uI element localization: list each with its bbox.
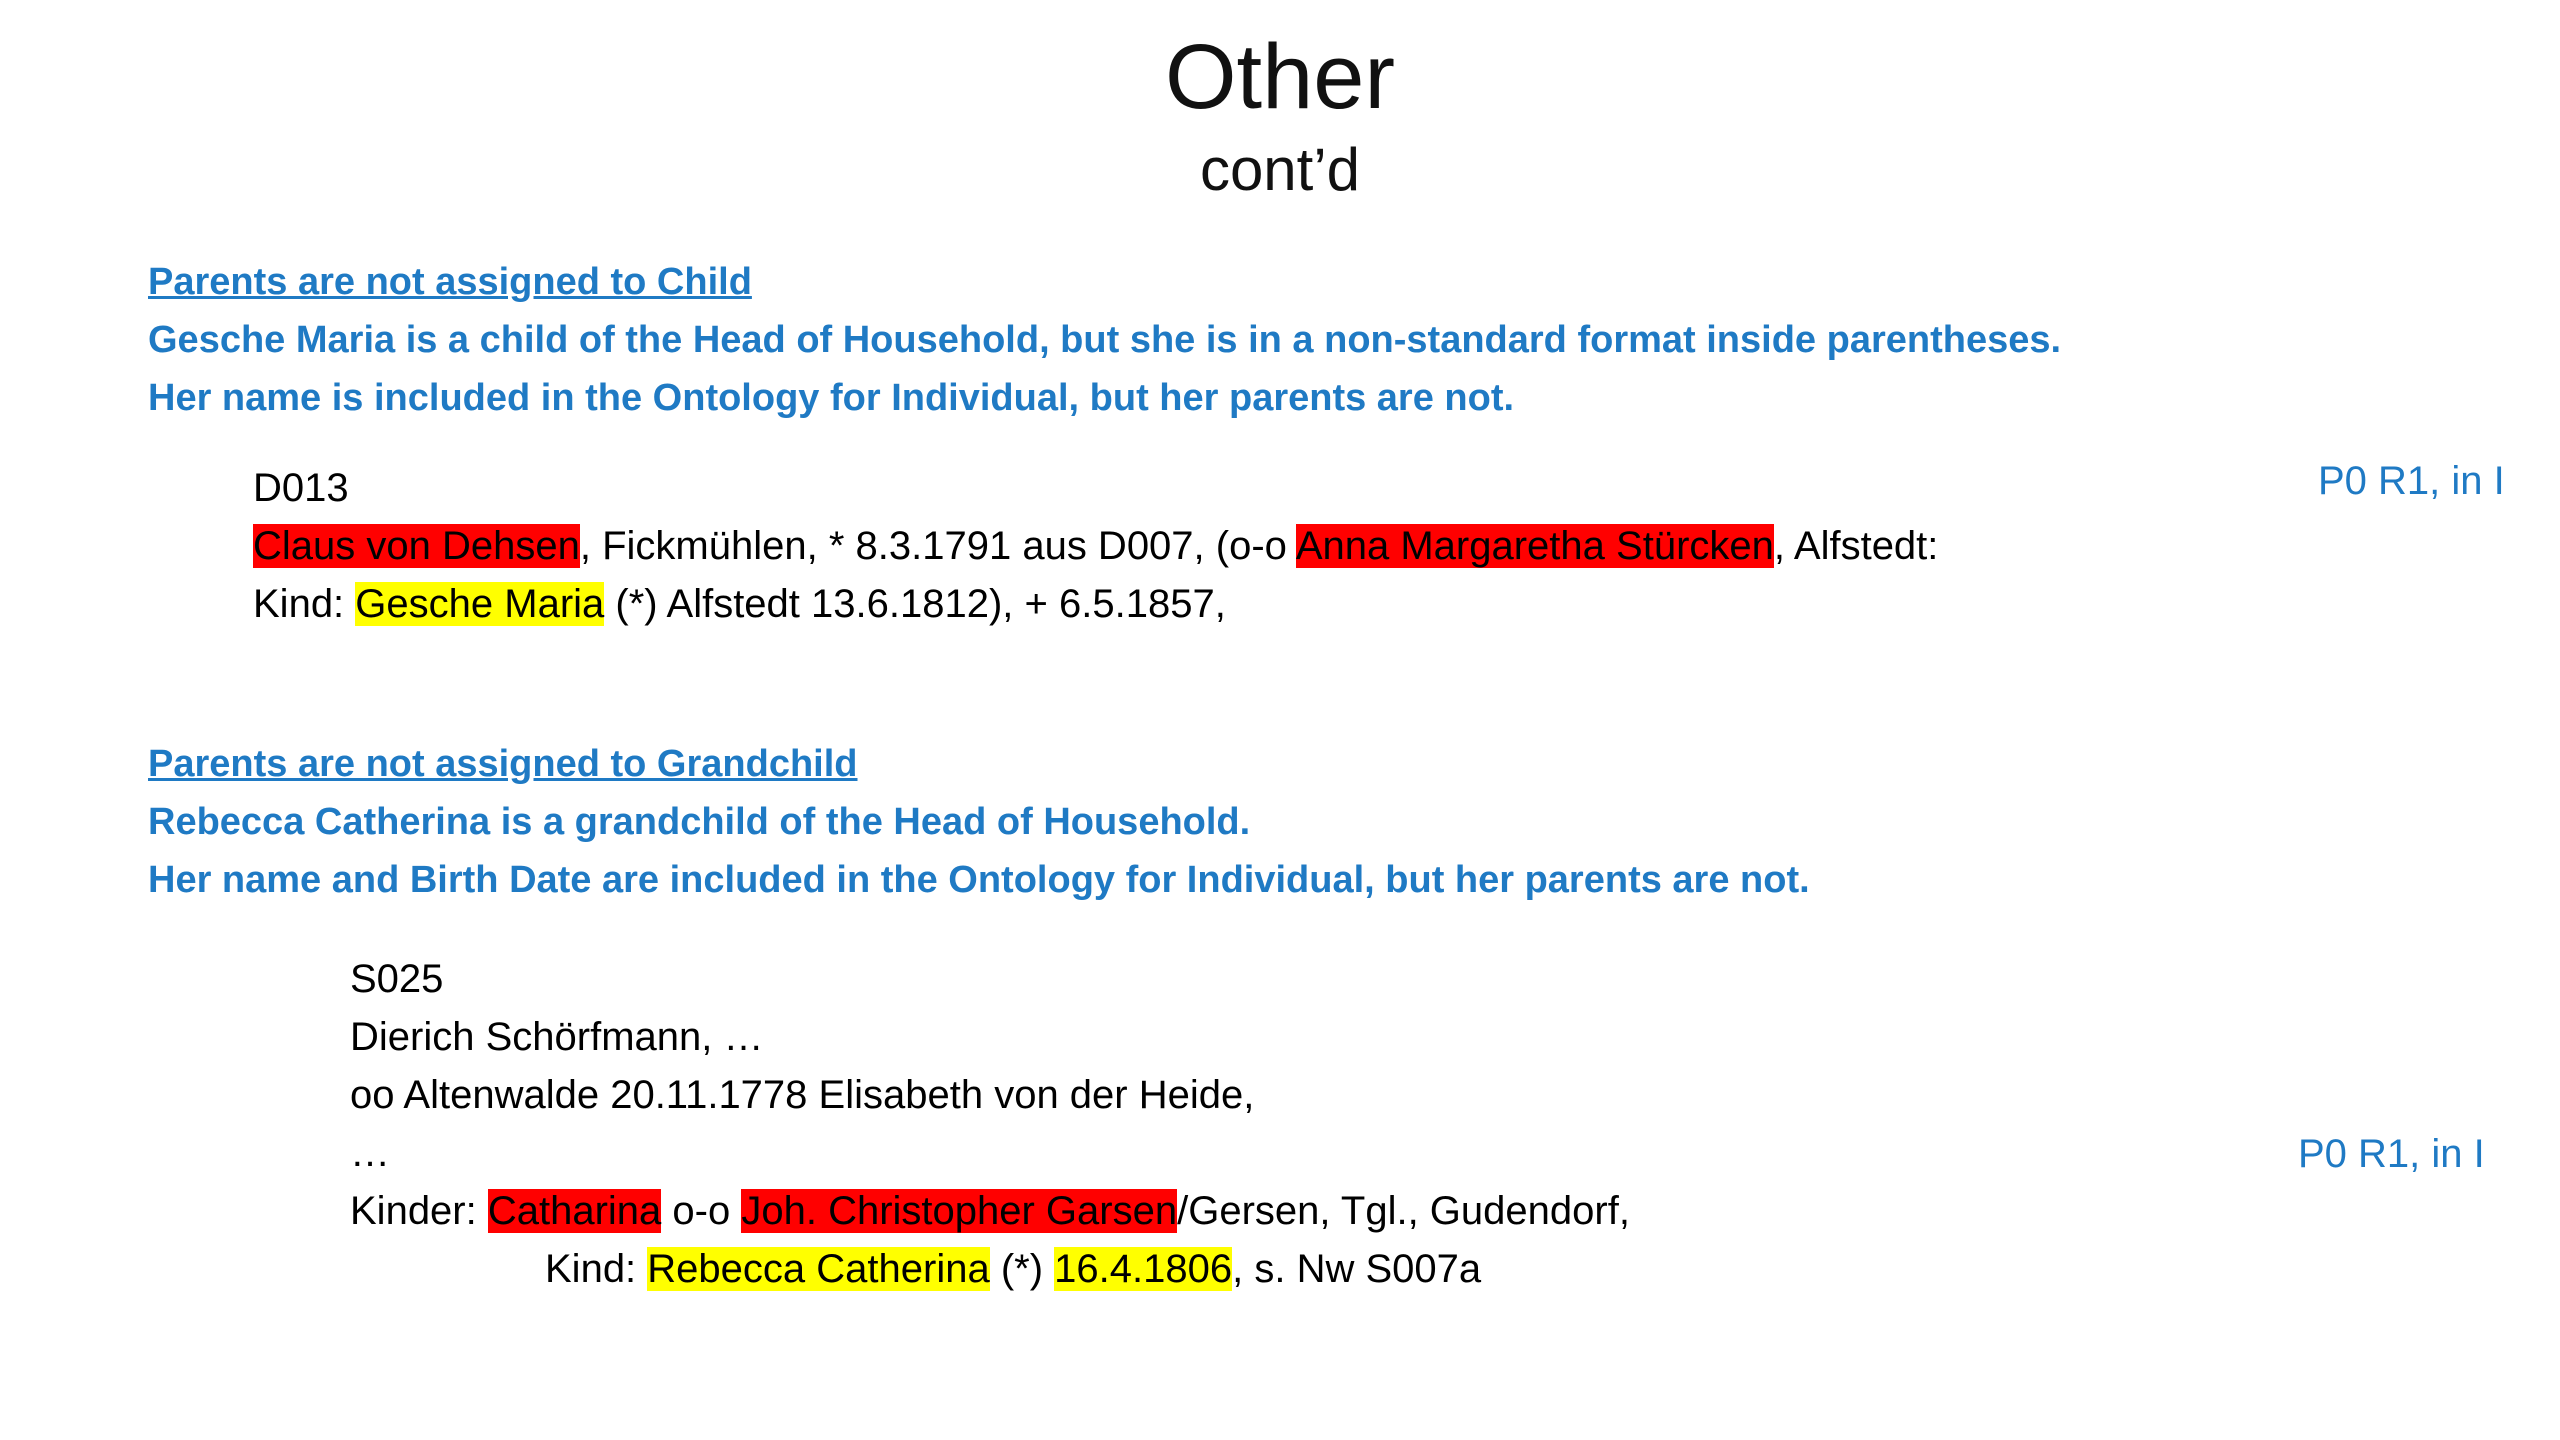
record-s025 [350, 950, 1630, 1298]
record-text: , Alfstedt: [1773, 524, 1939, 568]
record-d013-id: D013 [253, 466, 349, 510]
section-grandchild-desc-2: Her name and Birth Date are included in the Ontology for Individual, but her parents are not. [148, 859, 1810, 901]
highlight-grandchild-name: Rebecca Catherina [647, 1247, 990, 1291]
highlight-grandchild-birth-date: 16.4.1806 [1054, 1247, 1233, 1291]
record-d013 [253, 459, 1938, 633]
record-text: o-o [661, 1189, 742, 1233]
section-grandchild-desc-1: Rebecca Catherina is a grandchild of the Head of Household. [148, 801, 1251, 843]
page-title: Other [1164, 26, 1396, 128]
section-child-note: P0 R1, in I [2318, 459, 2505, 503]
highlight-parent-mother: Catharina [487, 1189, 662, 1233]
record-s025-line-4: … [350, 1131, 390, 1175]
highlight-parent-father: Joh. Christopher Garsen [741, 1189, 1178, 1233]
highlight-parent-father: Claus von Dehsen [253, 524, 580, 568]
section-child [148, 253, 2061, 427]
record-s025-line-3: oo Altenwalde 20.11.1778 Elisabeth von der Heide, [350, 1073, 1255, 1117]
highlight-parent-mother: Anna Margaretha Stürcken [1295, 524, 1774, 568]
section-child-desc-1: Gesche Maria is a child of the Head of Household, but she is in a non-standard format inside parentheses. [148, 319, 2062, 361]
record-d013-line-2 [253, 517, 1938, 575]
record-d013-line-3 [253, 575, 1938, 633]
record-s025-line-6 [350, 1240, 1630, 1298]
record-s025-line-2: Dierich Schörfmann, … [350, 1015, 764, 1059]
record-text: Kinder: [350, 1189, 488, 1233]
record-text: /Gersen, Tgl., Gudendorf, [1177, 1189, 1630, 1233]
section-grandchild [148, 735, 1810, 909]
record-text: Kind: [545, 1247, 648, 1291]
record-text: , Fickmühlen, * 8.3.1791 aus D007, (o-o [579, 524, 1296, 568]
highlight-child-name: Gesche Maria [355, 582, 605, 626]
section-child-desc-2: Her name is included in the Ontology for Individual, but her parents are not. [148, 377, 1515, 419]
record-text: Kind: [253, 582, 356, 626]
page-subtitle: cont’d [1199, 136, 1361, 203]
record-text: (*) [989, 1247, 1055, 1291]
record-text: (*) Alfstedt 13.6.1812), + 6.5.1857, [604, 582, 1226, 626]
record-text: , s. Nw S007a [1232, 1247, 1482, 1291]
record-s025-id: S025 [350, 957, 444, 1001]
section-grandchild-note: P0 R1, in I [2298, 1132, 2485, 1176]
section-grandchild-heading: Parents are not assigned to Grandchild [148, 743, 858, 785]
record-s025-line-5 [350, 1182, 1630, 1240]
section-child-heading: Parents are not assigned to Child [148, 261, 752, 303]
